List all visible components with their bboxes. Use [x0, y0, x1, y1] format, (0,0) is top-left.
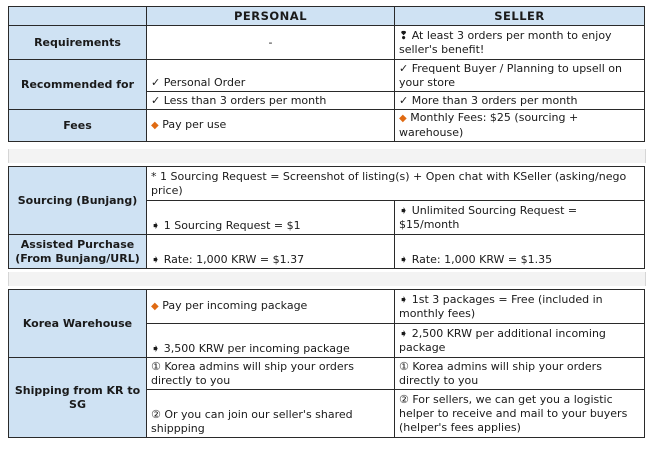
- sourcing-note[interactable]: * 1 Sourcing Request = Screenshot of listing(s) + Open chat with KSeller (asking/nego price): [147, 167, 645, 201]
- warehouse-personal-1[interactable]: [147, 290, 395, 324]
- requirements-seller[interactable]: ❢ At least 3 orders per month to enjoy seller's benefit!: [395, 26, 645, 60]
- requirements-row: [9, 26, 645, 60]
- orange-diamond-icon: ◆: [399, 113, 407, 124]
- fees-seller[interactable]: [395, 110, 645, 142]
- assisted-seller[interactable]: ➧ Rate: 1,000 KRW = $1.35: [395, 235, 645, 269]
- warehouse-label[interactable]: Korea Warehouse: [9, 290, 147, 358]
- sourcing-personal[interactable]: ➧ 1 Sourcing Request = $1: [147, 201, 395, 235]
- warehouse-seller-2[interactable]: ➧ 2,500 KRW per additional incoming package: [395, 324, 645, 358]
- recommended-row-1: [9, 60, 645, 92]
- shipping-label[interactable]: Shipping from KR to SG: [9, 358, 147, 438]
- header-seller[interactable]: SELLER: [395, 7, 645, 26]
- recommended-seller-1[interactable]: ✓ Frequent Buyer / Planning to upsell on your store: [395, 60, 645, 92]
- warehouse-row-1: [9, 290, 645, 324]
- warehouse-personal-2[interactable]: ➧ 3,500 KRW per incoming package: [147, 324, 395, 358]
- assisted-label[interactable]: Assisted Purchase (From Bunjang/URL): [9, 235, 147, 269]
- warehouse-seller-1[interactable]: ➧ 1st 3 packages = Free (included in monthly fees): [395, 290, 645, 324]
- warehouse-shipping-table: [8, 289, 645, 438]
- plans-table: [8, 6, 645, 142]
- assisted-row: [9, 235, 645, 269]
- spacer-row: [8, 272, 646, 286]
- header-row: [9, 7, 645, 26]
- shipping-personal-2[interactable]: ② Or you can join our seller's shared shippping: [147, 390, 395, 438]
- shipping-row-1: [9, 358, 645, 390]
- assisted-personal[interactable]: ➧ Rate: 1,000 KRW = $1.37: [147, 235, 395, 269]
- shipping-personal-1[interactable]: ① Korea admins will ship your orders directly to you: [147, 358, 395, 390]
- fees-row: [9, 110, 645, 142]
- header-personal[interactable]: PERSONAL: [147, 7, 395, 26]
- shipping-seller-2[interactable]: ② For sellers, we can get you a logistic helper to receive and mail to your buyers (helper's fees applies): [395, 390, 645, 438]
- fees-seller-text: Monthly Fees: $25 (sourcing + warehouse): [399, 111, 579, 139]
- requirements-label[interactable]: Requirements: [9, 26, 147, 60]
- orange-diamond-icon: ◆: [151, 120, 159, 131]
- header-blank-cell[interactable]: [9, 7, 147, 26]
- sourcing-note-row: [9, 167, 645, 201]
- fees-personal-text: Pay per use: [162, 118, 227, 131]
- requirements-personal[interactable]: -: [147, 26, 395, 60]
- recommended-seller-2[interactable]: ✓ More than 3 orders per month: [395, 92, 645, 110]
- recommended-personal-1[interactable]: ✓ Personal Order: [147, 60, 395, 92]
- warehouse-personal-1-text: Pay per incoming package: [162, 299, 308, 312]
- shipping-seller-1[interactable]: ① Korea admins will ship your orders directly to you: [395, 358, 645, 390]
- sourcing-seller[interactable]: ➧ Unlimited Sourcing Request = $15/month: [395, 201, 645, 235]
- recommended-personal-2[interactable]: ✓ Less than 3 orders per month: [147, 92, 395, 110]
- sourcing-label[interactable]: Sourcing (Bunjang): [9, 167, 147, 235]
- fees-label[interactable]: Fees: [9, 110, 147, 142]
- fees-personal[interactable]: [147, 110, 395, 142]
- orange-diamond-icon: ◆: [151, 301, 159, 312]
- spacer-row: [8, 149, 646, 163]
- recommended-label[interactable]: Recommended for: [9, 60, 147, 110]
- sourcing-table: [8, 166, 645, 269]
